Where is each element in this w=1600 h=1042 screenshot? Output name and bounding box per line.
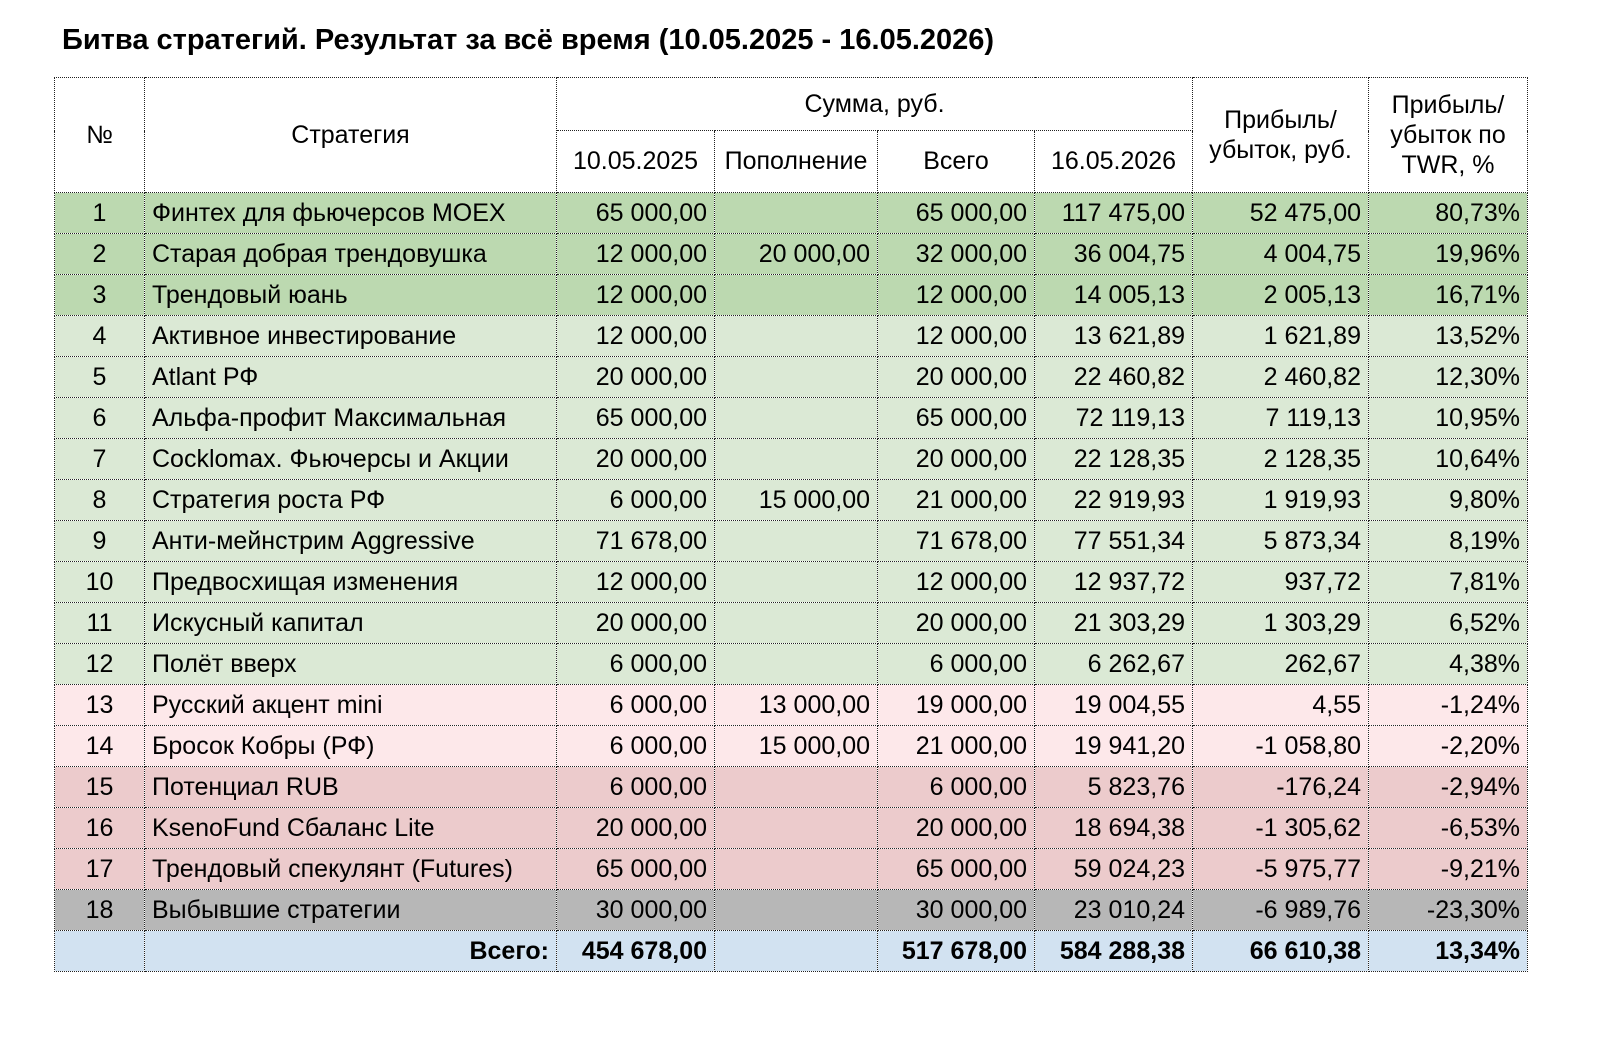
start-amount: 65 000,00 (557, 398, 715, 439)
strategy-name: Анти-мейнстрим Aggressive (145, 521, 557, 562)
strategy-name: Полёт вверх (145, 644, 557, 685)
total-amount: 21 000,00 (878, 480, 1035, 521)
end-amount: 19 004,55 (1035, 685, 1193, 726)
end-amount: 13 621,89 (1035, 316, 1193, 357)
profit-amount: 1 621,89 (1193, 316, 1369, 357)
strategy-name: Старая добрая трендовушка (145, 234, 557, 275)
end-amount: 12 937,72 (1035, 562, 1193, 603)
total-amount: 6 000,00 (878, 767, 1035, 808)
strategy-name: Трендовый спекулянт (Futures) (145, 849, 557, 890)
deposit-amount (715, 398, 878, 439)
end-amount: 22 128,35 (1035, 439, 1193, 480)
table-row (55, 767, 1528, 808)
row-number: 17 (55, 849, 145, 890)
table-row (55, 480, 1528, 521)
profit-amount: 2 460,82 (1193, 357, 1369, 398)
strategy-name: Искусный капитал (145, 603, 557, 644)
start-amount: 6 000,00 (557, 726, 715, 767)
start-amount: 6 000,00 (557, 644, 715, 685)
table-row (55, 685, 1528, 726)
row-number: 1 (55, 193, 145, 234)
start-amount: 20 000,00 (557, 603, 715, 644)
deposit-amount (715, 644, 878, 685)
table-row (55, 357, 1528, 398)
table-row (55, 521, 1528, 562)
profit-amount: 2 128,35 (1193, 439, 1369, 480)
total-amount: 12 000,00 (878, 316, 1035, 357)
deposit-amount (715, 316, 878, 357)
profit-amount: -5 975,77 (1193, 849, 1369, 890)
profit-amount: 937,72 (1193, 562, 1369, 603)
twr-percent: -9,21% (1369, 849, 1528, 890)
row-number: 9 (55, 521, 145, 562)
strategy-name: Трендовый юань (145, 275, 557, 316)
row-number: 2 (55, 234, 145, 275)
profit-amount: 4,55 (1193, 685, 1369, 726)
deposit-amount (715, 521, 878, 562)
table-row (55, 193, 1528, 234)
totals-start: 454 678,00 (557, 931, 715, 972)
end-amount: 5 823,76 (1035, 767, 1193, 808)
start-amount: 6 000,00 (557, 480, 715, 521)
end-amount: 21 303,29 (1035, 603, 1193, 644)
total-amount: 71 678,00 (878, 521, 1035, 562)
header-end-date: 16.05.2026 (1035, 131, 1193, 193)
strategy-name: Активное инвестирование (145, 316, 557, 357)
totals-label: Всего: (145, 931, 557, 972)
deposit-amount (715, 439, 878, 480)
table-body (55, 193, 1528, 972)
profit-amount: 1 919,93 (1193, 480, 1369, 521)
start-amount: 20 000,00 (557, 357, 715, 398)
start-amount: 30 000,00 (557, 890, 715, 931)
start-amount: 65 000,00 (557, 849, 715, 890)
strategy-name: KsenoFund Сбаланс Lite (145, 808, 557, 849)
deposit-amount (715, 275, 878, 316)
totals-twr: 13,34% (1369, 931, 1528, 972)
strategy-name: Выбывшие стратегии (145, 890, 557, 931)
twr-percent: 6,52% (1369, 603, 1528, 644)
twr-percent: -1,24% (1369, 685, 1528, 726)
row-number: 8 (55, 480, 145, 521)
row-number: 15 (55, 767, 145, 808)
start-amount: 20 000,00 (557, 808, 715, 849)
twr-percent: 4,38% (1369, 644, 1528, 685)
profit-amount: 1 303,29 (1193, 603, 1369, 644)
total-amount: 21 000,00 (878, 726, 1035, 767)
row-number: 14 (55, 726, 145, 767)
table-row (55, 808, 1528, 849)
header-twr: Прибыль/ убыток по TWR, % (1369, 78, 1528, 193)
total-amount: 32 000,00 (878, 234, 1035, 275)
end-amount: 14 005,13 (1035, 275, 1193, 316)
end-amount: 117 475,00 (1035, 193, 1193, 234)
table-row (55, 603, 1528, 644)
end-amount: 77 551,34 (1035, 521, 1193, 562)
start-amount: 6 000,00 (557, 767, 715, 808)
total-amount: 65 000,00 (878, 398, 1035, 439)
strategy-name: Atlant РФ (145, 357, 557, 398)
profit-amount: 4 004,75 (1193, 234, 1369, 275)
profit-amount: -6 989,76 (1193, 890, 1369, 931)
header-deposit: Пополнение (715, 131, 878, 193)
profit-amount: -1 058,80 (1193, 726, 1369, 767)
end-amount: 22 460,82 (1035, 357, 1193, 398)
profit-amount: 262,67 (1193, 644, 1369, 685)
table-row (55, 849, 1528, 890)
start-amount: 6 000,00 (557, 685, 715, 726)
deposit-amount (715, 808, 878, 849)
table-row (55, 234, 1528, 275)
header-sum: Сумма, руб. (557, 78, 1193, 131)
strategy-name: Финтех для фьючерсов MOEX (145, 193, 557, 234)
strategy-name: Предвосхищая изменения (145, 562, 557, 603)
twr-percent: 13,52% (1369, 316, 1528, 357)
table-row (55, 562, 1528, 603)
strategy-name: Альфа-профит Максимальная (145, 398, 557, 439)
end-amount: 36 004,75 (1035, 234, 1193, 275)
deposit-amount (715, 562, 878, 603)
totals-row (55, 931, 1528, 972)
table-row (55, 726, 1528, 767)
deposit-amount: 20 000,00 (715, 234, 878, 275)
strategy-name: Бросок Кобры (РФ) (145, 726, 557, 767)
end-amount: 22 919,93 (1035, 480, 1193, 521)
deposit-amount: 13 000,00 (715, 685, 878, 726)
twr-percent: 10,64% (1369, 439, 1528, 480)
total-amount: 30 000,00 (878, 890, 1035, 931)
totals-profit: 66 610,38 (1193, 931, 1369, 972)
total-amount: 20 000,00 (878, 808, 1035, 849)
strategy-name: Cocklomax. Фьючерсы и Акции (145, 439, 557, 480)
start-amount: 71 678,00 (557, 521, 715, 562)
strategies-table (54, 77, 1528, 972)
table-row (55, 644, 1528, 685)
twr-percent: 7,81% (1369, 562, 1528, 603)
twr-percent: 10,95% (1369, 398, 1528, 439)
total-amount: 12 000,00 (878, 275, 1035, 316)
total-amount: 20 000,00 (878, 357, 1035, 398)
twr-percent: -23,30% (1369, 890, 1528, 931)
header-profit: Прибыль/ убыток, руб. (1193, 78, 1369, 193)
header-total: Всего (878, 131, 1035, 193)
start-amount: 12 000,00 (557, 316, 715, 357)
profit-amount: 2 005,13 (1193, 275, 1369, 316)
row-number: 11 (55, 603, 145, 644)
row-number: 7 (55, 439, 145, 480)
end-amount: 19 941,20 (1035, 726, 1193, 767)
profit-amount: -1 305,62 (1193, 808, 1369, 849)
total-amount: 20 000,00 (878, 603, 1035, 644)
total-amount: 65 000,00 (878, 849, 1035, 890)
header-no: № (55, 78, 145, 193)
row-number: 18 (55, 890, 145, 931)
table-row (55, 439, 1528, 480)
row-number: 4 (55, 316, 145, 357)
start-amount: 12 000,00 (557, 275, 715, 316)
totals-end: 584 288,38 (1035, 931, 1193, 972)
twr-percent: 16,71% (1369, 275, 1528, 316)
end-amount: 72 119,13 (1035, 398, 1193, 439)
start-amount: 20 000,00 (557, 439, 715, 480)
deposit-amount (715, 767, 878, 808)
deposit-amount (715, 193, 878, 234)
end-amount: 23 010,24 (1035, 890, 1193, 931)
table-row (55, 275, 1528, 316)
deposit-amount: 15 000,00 (715, 480, 878, 521)
header-start-date: 10.05.2025 (557, 131, 715, 193)
strategy-name: Потенциал RUB (145, 767, 557, 808)
deposit-amount (715, 603, 878, 644)
twr-percent: -2,94% (1369, 767, 1528, 808)
profit-amount: -176,24 (1193, 767, 1369, 808)
total-amount: 6 000,00 (878, 644, 1035, 685)
row-number: 13 (55, 685, 145, 726)
totals-empty (55, 931, 145, 972)
deposit-amount (715, 890, 878, 931)
total-amount: 12 000,00 (878, 562, 1035, 603)
start-amount: 12 000,00 (557, 562, 715, 603)
twr-percent: 19,96% (1369, 234, 1528, 275)
strategy-name: Стратегия роста РФ (145, 480, 557, 521)
twr-percent: 80,73% (1369, 193, 1528, 234)
twr-percent: 9,80% (1369, 480, 1528, 521)
page-title: Битва стратегий. Результат за всё время (10.05.2025 - 16.05.2026) (62, 24, 995, 56)
deposit-amount (715, 357, 878, 398)
profit-amount: 52 475,00 (1193, 193, 1369, 234)
total-amount: 65 000,00 (878, 193, 1035, 234)
end-amount: 59 024,23 (1035, 849, 1193, 890)
table-row (55, 316, 1528, 357)
table-row (55, 890, 1528, 931)
deposit-amount (715, 849, 878, 890)
end-amount: 6 262,67 (1035, 644, 1193, 685)
strategy-name: Русский акцент mini (145, 685, 557, 726)
totals-total: 517 678,00 (878, 931, 1035, 972)
twr-percent: -6,53% (1369, 808, 1528, 849)
row-number: 5 (55, 357, 145, 398)
deposit-amount: 15 000,00 (715, 726, 878, 767)
row-number: 12 (55, 644, 145, 685)
row-number: 3 (55, 275, 145, 316)
row-number: 6 (55, 398, 145, 439)
row-number: 16 (55, 808, 145, 849)
total-amount: 19 000,00 (878, 685, 1035, 726)
table-row (55, 398, 1528, 439)
total-amount: 20 000,00 (878, 439, 1035, 480)
header-strategy: Стратегия (145, 78, 557, 193)
twr-percent: 8,19% (1369, 521, 1528, 562)
profit-amount: 7 119,13 (1193, 398, 1369, 439)
start-amount: 12 000,00 (557, 234, 715, 275)
profit-amount: 5 873,34 (1193, 521, 1369, 562)
start-amount: 65 000,00 (557, 193, 715, 234)
twr-percent: 12,30% (1369, 357, 1528, 398)
end-amount: 18 694,38 (1035, 808, 1193, 849)
totals-deposit (715, 931, 878, 972)
twr-percent: -2,20% (1369, 726, 1528, 767)
row-number: 10 (55, 562, 145, 603)
